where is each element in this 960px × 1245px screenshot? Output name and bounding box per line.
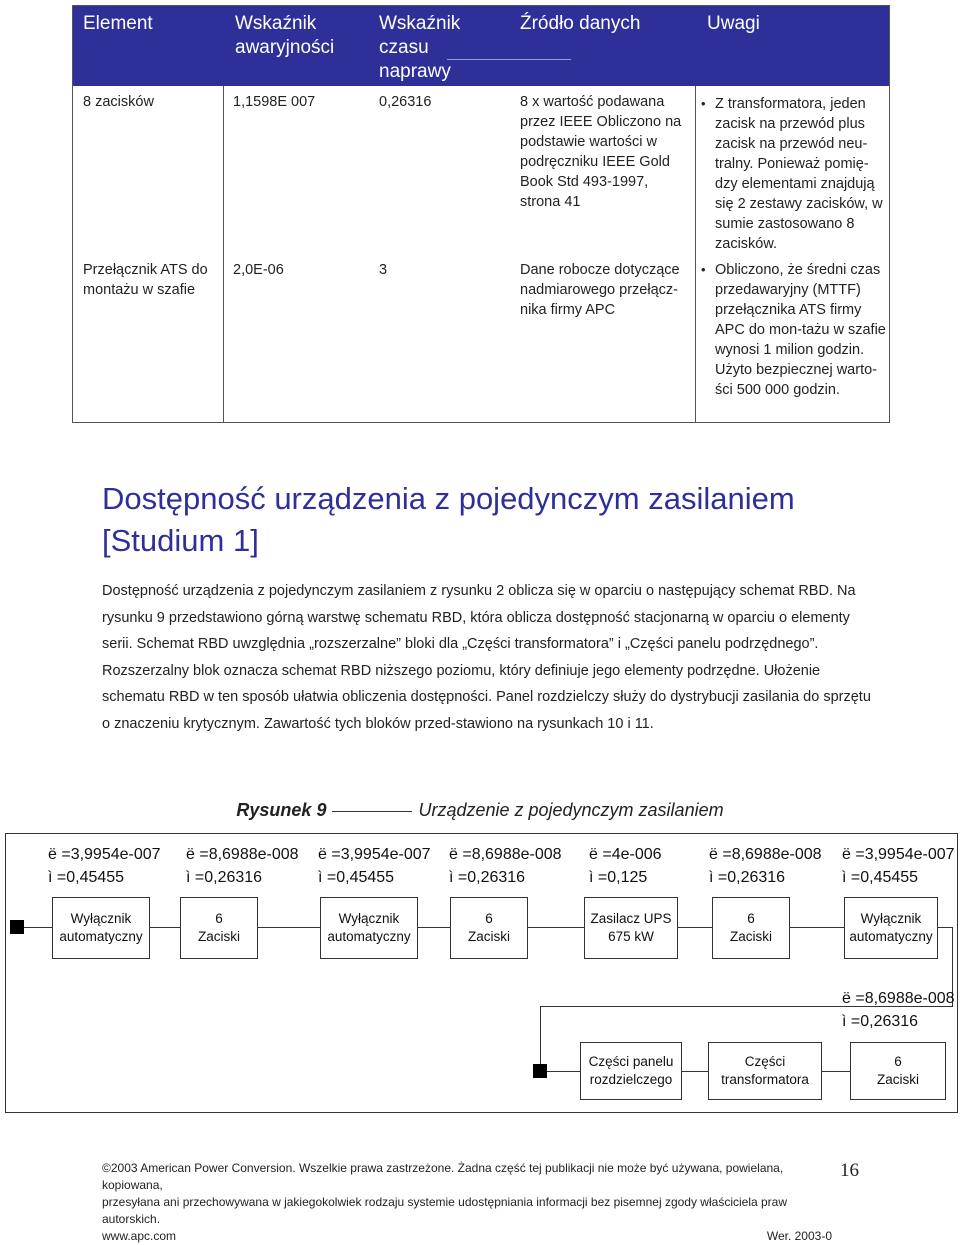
notes-list — [701, 94, 887, 406]
connector-line — [547, 1071, 580, 1072]
copyright-icon: © — [102, 1161, 111, 1175]
note-item: • Obliczono, że średni czas przedawaryjny (MTTF) przełącznika ATS firmy APC do mon-tażu w szafie wynosi 1 milion godzin. Użyto bezpiecznej warto-ści 500 000 godzin. — [701, 260, 887, 400]
data-table — [72, 5, 890, 423]
connector-line — [150, 927, 180, 928]
rbd-block-terminals — [712, 897, 790, 959]
row1-element: 8 zacisków — [83, 94, 154, 110]
block-label: 675 kW — [608, 929, 654, 944]
section-heading: Dostępność urządzenia z pojedynczym zasilaniem [Studium 1] — [102, 481, 795, 558]
mu-label: ì =0,26316 — [709, 869, 786, 886]
footer-copyright: 2003 American Power Conversion. Wszelkie prawa zastrzeżone. Żadna część tej publikacji nie może być używana, powielana, kopiowana, — [102, 1161, 784, 1192]
connector-line — [24, 927, 52, 928]
mu-label: ì =0,26316 — [186, 869, 263, 886]
section-paragraph: Dostępność urządzenia z pojedynczym zasilaniem z rysunku 2 oblicza się w oparciu o następujący schemat RBD. Na rysunku 9 przedstawiono górną warstwę schematu RBD, która oblicza dostępność stacjonarną w oparciu o elementy serii. Schemat RBD uwzględnia „rozszerzalne” bloki dla „Części transformatora” i „Części panelu podrzędnego”. Rozszerzalny blok oznacza schemat RBD niższego poziomu, który definiuje jego elementy podrzędne. Ułożenie schematu RBD w ten sposób ułatwia obliczenia dostępności. Panel rozdzielczy służy do dystrybucji zasilania do sprzętu o znaczeniu krytycznym. Zawartość tych bloków przed-stawiono na rysunkach 10 i 11. — [102, 583, 871, 732]
column-divider — [695, 86, 696, 422]
connector-line — [418, 927, 450, 928]
lambda-label: ë =3,9954e-007 — [318, 846, 431, 863]
row2-source: Dane robocze dotyczące nadmiarowego przełącz-nika firmy APC — [520, 262, 680, 318]
page-footer — [102, 1160, 832, 1245]
lambda-label: ë =3,9954e-007 — [842, 846, 955, 863]
block-label: Zaciski — [729, 929, 772, 944]
lambda-label: ë =8,6988e-008 — [449, 846, 562, 863]
block-label: automatyczny — [59, 929, 143, 944]
block-label: 6 — [747, 911, 755, 926]
header-repair-time-line: naprawy — [379, 61, 451, 82]
block-label: Wyłącznik — [70, 911, 132, 926]
rbd-block-transformer-parts — [708, 1042, 822, 1100]
mu-label: ì =0,26316 — [449, 869, 526, 886]
header-divider — [447, 59, 571, 60]
block-label: transformatora — [721, 1072, 809, 1087]
row1-repair-time: 0,26316 — [379, 94, 432, 110]
mu-label: ì =0,125 — [589, 869, 648, 886]
block-label: 6 — [894, 1054, 902, 1069]
mu-label: ì =0,45455 — [48, 869, 125, 886]
rbd-block-breaker — [320, 897, 418, 959]
block-label: Części — [744, 1054, 786, 1069]
header-repair-time — [379, 12, 499, 84]
header-failure-rate: Wskaźnik awaryjności — [235, 13, 335, 58]
rbd-block-terminals — [450, 897, 528, 959]
connector-line — [528, 927, 584, 928]
rbd-diagram — [5, 833, 958, 1113]
header-element: Element — [83, 13, 153, 34]
row1-source: 8 x wartość podawana przez IEEE Obliczono na podstawie wartości w podręczniku IEEE Gold Book Std 493-1997, strona 41 — [520, 94, 682, 210]
block-label: rozdzielczego — [589, 1072, 673, 1087]
connector-line — [822, 1071, 850, 1072]
connector-line — [258, 927, 320, 928]
rbd-block-panel-parts — [580, 1042, 682, 1100]
connector-line — [790, 927, 844, 928]
rbd-block-breaker — [844, 897, 938, 959]
header-notes: Uwagi — [707, 13, 760, 34]
block-label: Zaciski — [467, 929, 510, 944]
wrap-wire — [540, 1006, 541, 1064]
lambda-label: ë =8,6988e-008 — [186, 846, 299, 863]
footer-version: Wer. 2003-0 — [766, 1229, 832, 1243]
footer-website-link[interactable]: www.apc.com — [102, 1229, 177, 1243]
rbd-block-ups — [584, 897, 678, 959]
lambda-label: ë =3,9954e-007 — [48, 846, 161, 863]
block-label: 6 — [485, 911, 493, 926]
header-repair-time-line: Wskaźnik — [379, 13, 461, 34]
header-repair-time-line: czasu — [379, 37, 429, 58]
block-label: Wyłącznik — [860, 911, 922, 926]
caption-dash — [332, 811, 412, 812]
lambda-label: ë =8,6988e-008 — [709, 846, 822, 863]
block-label: 6 — [215, 911, 223, 926]
connector-line — [682, 1071, 708, 1072]
start-node-icon — [533, 1064, 547, 1078]
footer-row — [102, 1228, 832, 1245]
page-number: 16 — [840, 1160, 859, 1181]
row2-element: Przełącznik ATS do montażu w szafie — [83, 262, 208, 298]
figure-title: Urządzenie z pojedynczym zasilaniem — [418, 800, 724, 820]
footer-line: przesyłana ani przechowywana w jakiegokolwiek rodzaju systemie udostępniania informacji bez pisemnej zgody właściciela praw autorskich. — [102, 1195, 788, 1226]
column-divider — [223, 86, 224, 422]
table-header — [73, 6, 889, 86]
start-node-icon — [10, 920, 24, 934]
row2-repair-time: 3 — [379, 262, 388, 278]
row2-failure-rate: 2,0E-06 — [233, 262, 284, 278]
block-label: Wyłącznik — [338, 911, 400, 926]
figure-label: Rysunek 9 — [236, 800, 327, 820]
rbd-block-breaker — [52, 897, 150, 959]
rbd-block-terminals — [850, 1042, 946, 1100]
block-label: Zaciski — [197, 929, 240, 944]
mu-label: ì =0,45455 — [842, 869, 919, 886]
note-item: • Z transformatora, jeden zacisk na przewód plus zacisk na przewód neu-tralny. Ponieważ pomię-dzy elementami znajdują się 2 zestawy zacisków, w sumie zastosowano 8 zacisków. — [701, 94, 887, 254]
mu-label: ì =0,26316 — [842, 1013, 919, 1030]
figure-caption — [0, 800, 960, 821]
block-label: automatyczny — [327, 929, 411, 944]
connector-line — [678, 927, 712, 928]
row1-failure-rate: 1,1598E 007 — [233, 94, 316, 110]
block-label: Części panelu — [588, 1054, 674, 1069]
header-source: Źródło danych — [520, 13, 641, 34]
block-label: automatyczny — [849, 929, 933, 944]
lambda-label: ë =8,6988e-008 — [842, 990, 955, 1007]
wrap-wire — [938, 927, 952, 928]
block-label: Zaciski — [876, 1072, 919, 1087]
lambda-label: ë =4e-006 — [589, 846, 662, 863]
block-label: Zasilacz UPS — [590, 911, 672, 926]
rbd-block-terminals — [180, 897, 258, 959]
mu-label: ì =0,45455 — [318, 869, 395, 886]
footer-line — [102, 1160, 832, 1194]
